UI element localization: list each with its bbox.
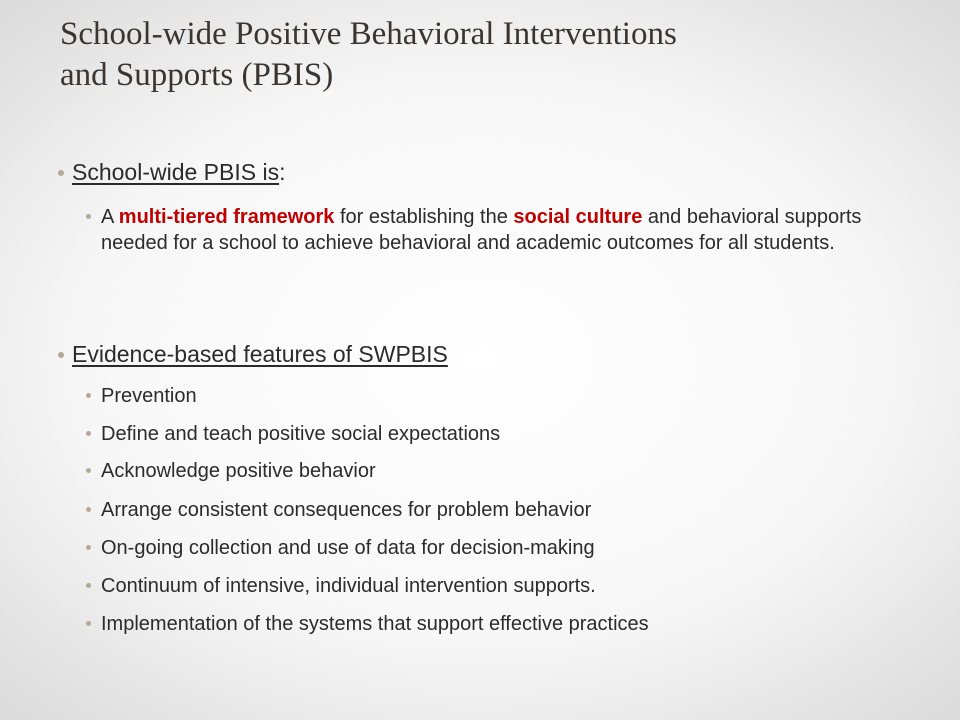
feature-item-define-and-teach: Define and teach positive social expectations — [101, 421, 891, 447]
definition-bullet — [101, 204, 891, 256]
section-heading-text: School-wide PBIS is — [72, 159, 280, 185]
feature-item-continuum: Continuum of intensive, individual intervention supports. — [101, 573, 891, 599]
feature-item-implementation: Implementation of the systems that support effective practices — [101, 611, 891, 637]
section-heading-colon: : — [279, 159, 286, 185]
highlight-multi-tiered-framework: multi-tiered framework — [118, 206, 335, 228]
feature-item-prevention: Prevention — [101, 383, 891, 409]
slide-title-line-1: School-wide Positive Behavioral Interventions — [60, 16, 677, 52]
definition-text-1: A — [101, 206, 119, 228]
section-heading-text: Evidence-based features of SWPBIS — [72, 341, 448, 367]
definition-text-2: for establishing the — [334, 206, 514, 228]
highlight-social-culture: social culture — [513, 206, 643, 228]
section-heading-swpbis-definition — [72, 158, 285, 186]
definition-text-3: and behavioral supports needed for a school to achieve behavioral and academic outcomes for all students. — [101, 206, 862, 254]
feature-item-consequences: Arrange consistent consequences for problem behavior — [101, 497, 891, 523]
feature-item-acknowledge: Acknowledge positive behavior — [101, 458, 891, 484]
feature-item-data-collection: On-going collection and use of data for decision-making — [101, 535, 891, 561]
section-heading-evidence-based-features — [72, 340, 448, 368]
slide-title-line-2: and Supports (PBIS) — [60, 57, 334, 93]
